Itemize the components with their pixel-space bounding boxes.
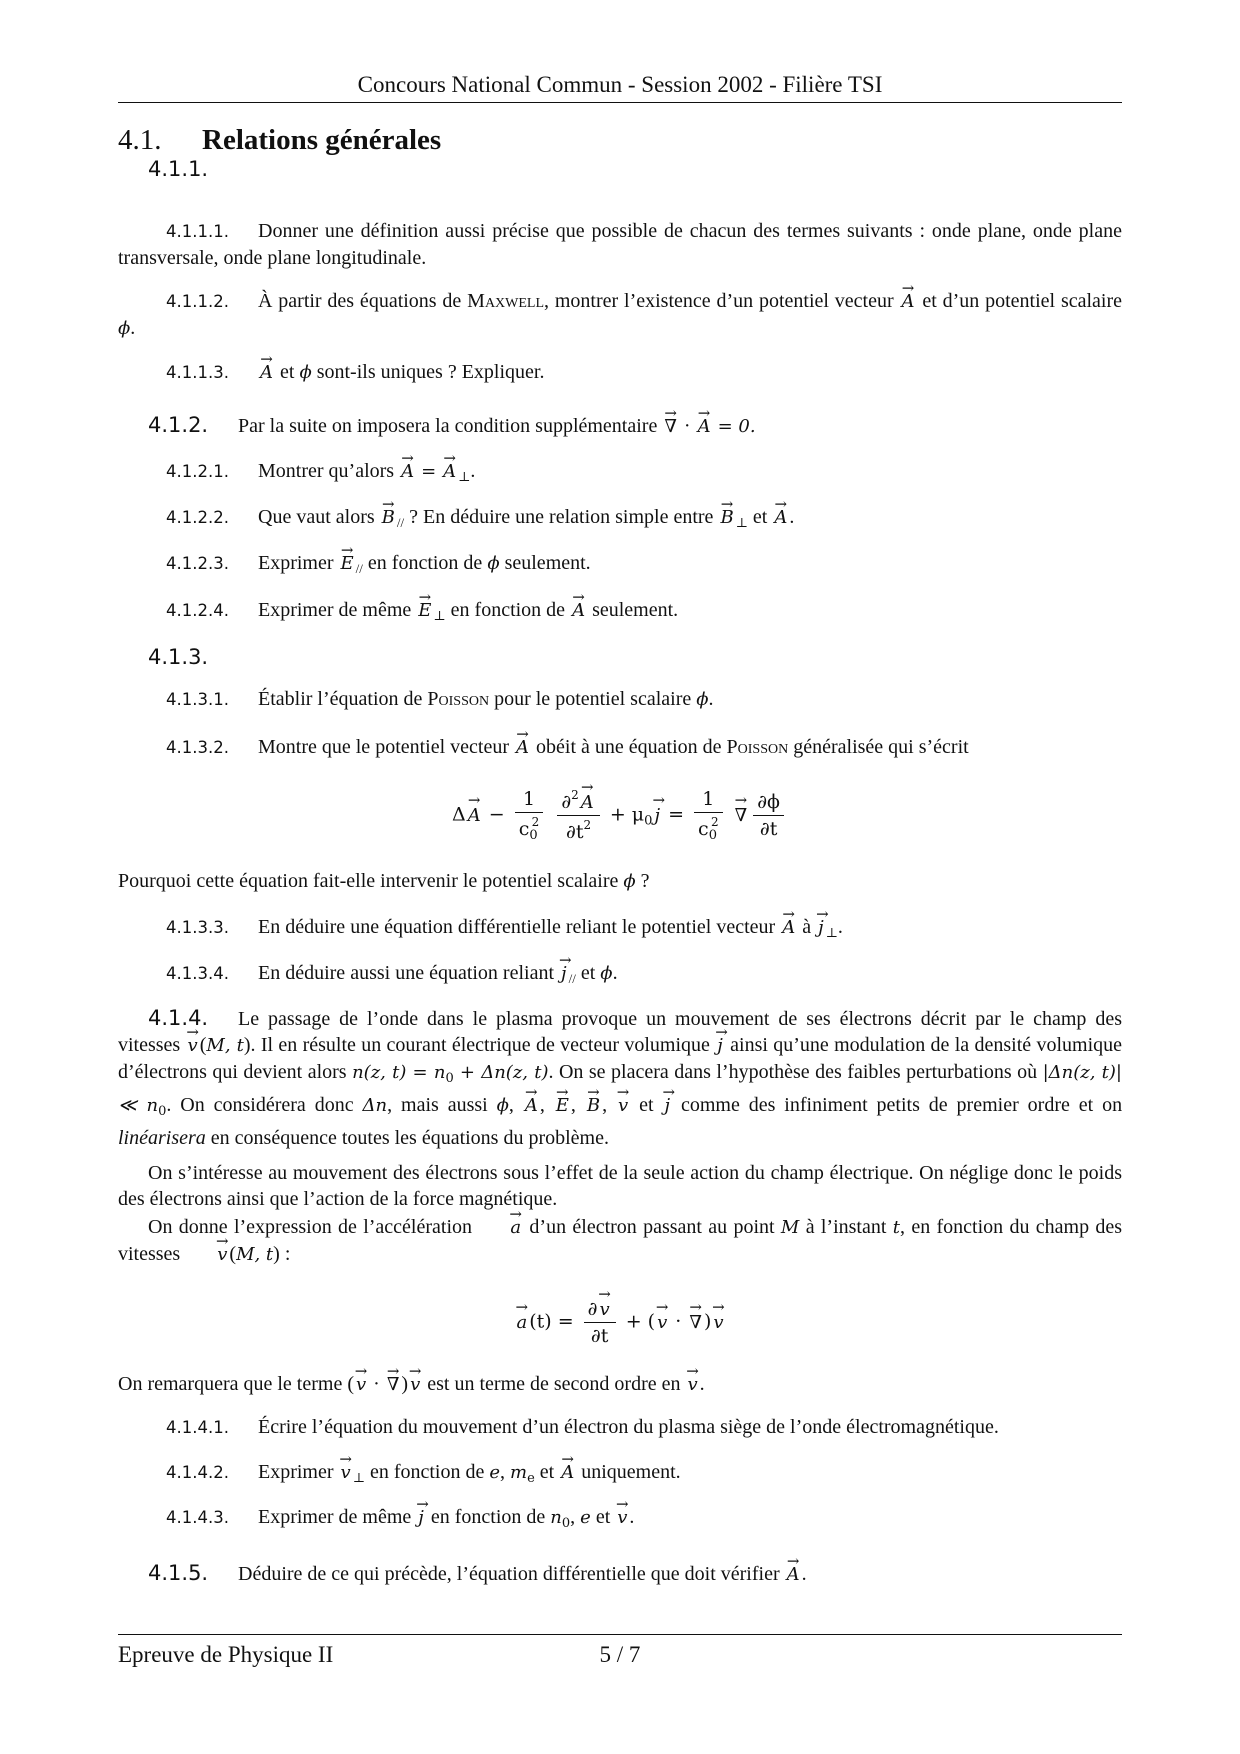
acceleration-equation: → a (t) = $\frac{\partial\to v}{\partial t}$ + (→ v · → ∇ )→ v xyxy=(118,1298,1122,1347)
question-4-1-3-4: 4.1.3.4. En déduire aussi une équation reliant → j $_{//}$ et ϕ. xyxy=(166,960,1122,992)
question-4-1-2-2: 4.1.2.2. Que vaut alors → B $_{//}$ ? En déduire une relation simple entre → B $_\perp$ et → A . xyxy=(166,504,1122,536)
question-4-1-2-1: 4.1.2.1. Montrer qu’alors → A = → A $_\perp$. xyxy=(166,458,1122,490)
subsection-4-1-2: 4.1.2. Par la suite on imposera la condition supplémentaire → ∇ · → A = 0. xyxy=(148,410,756,442)
question-4-1-4-3: 4.1.4.3. Exprimer de même → j en fonction de $n_0$, e et → v . xyxy=(166,1504,1122,1537)
section-number: 4.1. xyxy=(118,124,162,156)
subsection-4-1-5: 4.1.5. Déduire de ce qui précède, l’équation différentielle que doit vérifier → A . xyxy=(148,1558,807,1590)
question-4-1-1-1: 4.1.1.1. Donner une définition aussi précise que possible de chacun des termes suivants : onde plane, onde plane transversale, onde plane longitudinale. xyxy=(118,220,1122,269)
question-4-1-4-1: 4.1.4.1. Écrire l’équation du mouvement d’un électron du plasma siège de l’onde électromagnétique. xyxy=(166,1416,999,1438)
page-number: 5 / 7 xyxy=(599,1642,641,1667)
header-rule xyxy=(118,102,1122,103)
question-4-1-3-1: 4.1.3.1. Établir l’équation de Poisson pour le potentiel scalaire ϕ. xyxy=(166,688,714,710)
document-page xyxy=(118,0,1122,1754)
second-order-remark: On remarquera que le terme (→ v · → ∇ )→ v est un terme de second ordre en → v . xyxy=(118,1371,1122,1398)
section-title: Relations générales xyxy=(202,124,442,156)
question-4-1-2-4: 4.1.2.4. Exprimer de même → E $_\perp$ en fonction de → A seulement. xyxy=(166,597,1122,629)
footer-exam-title: Epreuve de Physique II xyxy=(118,1642,334,1667)
footer-rule xyxy=(118,1634,1122,1635)
question-4-1-3-3: 4.1.3.3. En déduire une équation différentielle reliant le potentiel vecteur → A à → j $_\perp$. xyxy=(166,914,1122,946)
subsection-4-1-4-paragraph: 4.1.4. Le passage de l’onde dans le plasma provoque un mouvement de ses électrons décrit par le champ des vitesses → v (M, t). Il en résulte un courant électrique de vecteur volumique → j ainsi qu’une modulation de la densité volumique d’électrons qui devient alors n(z, $t) = n_0 + \Delta n(z$, t). On se placera dans l’hypothèse des faibles perturbations où |Δn(z, t)| ≪ $n_0$. On considérera donc Δn, mais aussi ϕ, → A , → E , → B , → v et → j comme des infiniment petits de premier ordre et on linéarisera en conséquence toutes les équations du problème. xyxy=(118,1005,1122,1151)
subsection-4-1-3: 4.1.3. xyxy=(148,645,209,669)
subsection-label: 4.1.1. xyxy=(148,157,209,181)
section-heading xyxy=(118,122,441,158)
question-4-1-4-2: 4.1.4.2. Exprimer → v $_\perp$ en fonction de e, $m_e$ et → A uniquement. xyxy=(166,1459,1122,1492)
paragraph-electric-action: On s’intéresse au mouvement des électrons sous l’effet de la seule action du champ électrique. On néglige donc le poids des électrons ainsi que l’action de la force magnétique. xyxy=(118,1162,1122,1210)
poisson-equation: Δ→ A − $\frac{1}{c_0^2}$ $\frac{\partial^2\to A}{\partial t^2}$ + $\mu_0\to j$ = $\frac{1}{c_0^2}$ → ∇ $\frac{\partial\phi}{\partial t}$ xyxy=(118,788,1122,843)
subsection-4-1-1 xyxy=(148,154,238,184)
question-4-1-2-3: 4.1.2.3. Exprimer → E $_{//}$ en fonction de ϕ seulement. xyxy=(166,550,1122,582)
question-4-1-1-2: 4.1.1.2. À partir des équations de Maxwell, montrer l’existence d’un potentiel vecteur → A et d’un potentiel scalaire ϕ. xyxy=(118,288,1122,342)
poisson-question: Pourquoi cette équation fait-elle intervenir le potentiel scalaire ϕ ? xyxy=(118,870,650,892)
paragraph-acceleration: On donne l’expression de l’accélération → a d’un électron passant au point M à l’instant t, en fonction du champ des vitesses → v (M, t) : xyxy=(118,1214,1122,1268)
running-header: Concours National Commun - Session 2002 - Filière TSI xyxy=(357,72,883,97)
question-4-1-1-3: 4.1.1.3.→ A et ϕ sont-ils uniques ? Expliquer. xyxy=(166,359,1122,386)
question-4-1-3-2: 4.1.3.2. Montre que le potentiel vecteur → A obéit à une équation de Poisson généralisée qui s’écrit xyxy=(166,734,1122,761)
